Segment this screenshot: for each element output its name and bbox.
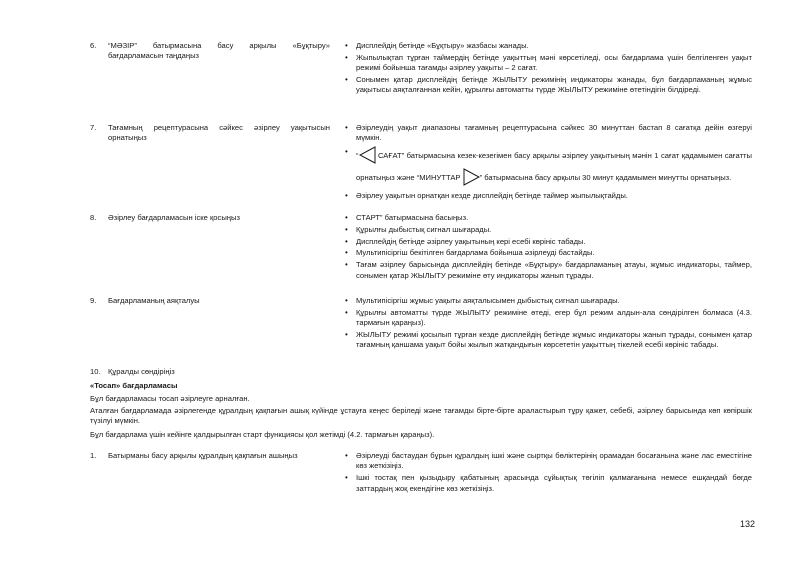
- list-item: [344, 146, 752, 190]
- list-item: • Ішкі тостақ пен қызыдыру қабатының арасында сұйықтық төгіліп қалмағанына немесе ешқандай бөгде заттардың жоқ екендігіне көз жеткізіңіз.: [344, 473, 752, 494]
- section-paragraph: Аталған бағдарламада әзірлегенде құралдың қақпағын ашық күйінде ұстауға кеңес беріледі және тағамды бірте-бірте араластырып тұру қажет, себебі, әзірлеу барысында көп көпіршік түзілуі мүмкін.: [90, 406, 752, 426]
- list-item: • Тағам әзірлеу барысында дисплейдің бетінде «Бұқтыру» бағдарламаның атауы, жұмыс индикаторы, таймер, сонымен қатар ЖЫЛЫТУ режиміне өту индикаторы жанып тұрады.: [344, 260, 752, 281]
- section-paragraph: Бұл бағдарлама үшін кейінге қалдырылған старт функциясы қол жетімді (4.2. тармағын қараңыз).: [90, 430, 435, 439]
- step-6: [90, 41, 752, 97]
- step-details: [344, 451, 752, 495]
- list-item: • Әзірлеудің уақыт диапазоны тағамның рецептурасына сәйкес 30 минуттан бастап 8 сағатқа дейін өзгеруі мүмкін.: [344, 123, 752, 144]
- list-item-text: ” батырмасына басу арқылы 30 минут қадамымен минутты орнатыңыз.: [479, 172, 732, 182]
- step-details: [344, 123, 752, 203]
- step-instruction: Әзірлеу бағдарламасын іске қосыңыз: [108, 213, 240, 222]
- step-details: [344, 41, 752, 97]
- step-number: 6.: [90, 41, 97, 50]
- step-number: 1.: [90, 451, 97, 460]
- list-item: • Әзірлеуді бастаудан бұрын құралдың ішкі және сыртқы бөліктерінің орамадан босағанына және лас еместігіне көз жеткізіңіз.: [344, 451, 752, 472]
- step-instruction: Бағдарламаның аяқталуы: [108, 296, 200, 305]
- section-heading: «Тосап» бағдарламасы: [90, 381, 178, 390]
- list-item: • Құрылғы дыбыстық сигнал шығарады.: [344, 225, 752, 235]
- section-paragraph: Бұл бағдарламасы тосап әзірлеуге арналған.: [90, 394, 250, 403]
- step-number: 10.: [90, 367, 101, 376]
- list-item: • Мультипісіргіш бекітілген бағдарлама бойынша әзірлеуді бастайды.: [344, 248, 752, 258]
- list-item: • ЖЫЛЫТУ режимі қосылып тұрған кезде дисплейдің бетінде жұмыс индикаторы жанып тұрады, сонымен қатар тағамның қаншама уақыт бойы жылып жатқандығын көрсететін уақыттың тікелей есебі көрініс табады.: [344, 330, 752, 351]
- list-item: • Дисплейдің бетінде «Бұқтыру» жазбасы жанады.: [344, 41, 752, 51]
- step-details: [344, 213, 752, 282]
- step-instruction: “МӘЗІР” батырмасына басу арқылы «Бұқтыру» бағдарламасын таңдаңыз: [108, 41, 330, 61]
- list-item: • Мультипісіргіш жұмыс уақыты аяқталысымен дыбыстық сигнал шығарады.: [344, 296, 752, 306]
- list-item-text: “: [356, 150, 359, 160]
- list-item: • Құрылғы автоматты түрде ЖЫЛЫТУ режиміне өтеді, егер бұл режим алдын-ала сөндірілген болмаса (4.3. тармағын қараңыз).: [344, 308, 752, 329]
- list-item: • СТАРТ” батырмасына басыңыз.: [344, 213, 752, 223]
- triangle-right-icon: [463, 168, 480, 190]
- list-item-text: САҒАТ” батырмасына кезек-кезегімен басу арқылы әзірлеу уақытының мәнін 1 сағат қадамымен сағатты орнатыңыз және “МИНУТТАР: [356, 150, 752, 182]
- list-item: • Дисплейдің бетінде әзірлеу уақытының кері есебі көрініс табады.: [344, 237, 752, 247]
- tosap-step-1: [90, 451, 752, 495]
- list-item: • Жыпылықтап тұрған таймердің бетінде уақыттың мәні көрсетіледі, осы бағдарлама үшін белгіленген уақыт режимі бойынша тағамды әзірлеу уақыты – 2 сағат.: [344, 53, 752, 74]
- step-details: [344, 296, 752, 352]
- step-number: 7.: [90, 123, 97, 132]
- step-10: [90, 367, 752, 377]
- step-instruction: Тағамның рецептурасына сәйкес әзірлеу уақытысын орнатыңыз: [108, 123, 330, 143]
- page-number: 132: [740, 519, 756, 529]
- step-8: [90, 213, 752, 282]
- step-9: [90, 296, 752, 352]
- step-number: 8.: [90, 213, 97, 222]
- step-7: [90, 123, 752, 203]
- list-item: • Әзірлеу уақытын орнатқан кезде дисплейдің бетінде таймер жыпылықтайды.: [344, 191, 752, 201]
- step-instruction: Батырманы басу арқылы құралдың қақпағын ашыңыз: [108, 451, 298, 460]
- step-instruction: Құралды сөндіріңіз: [108, 367, 175, 376]
- triangle-left-icon: [359, 146, 376, 168]
- step-number: 9.: [90, 296, 97, 305]
- list-item: • Сонымен қатар дисплейдің бетінде ЖЫЛЫТУ режимінің индикаторы жанады, бұл бағдарламаның жұмыс уақытысы аяқталғаннан кейін, құрылғы автоматты түрде ЖЫЛЫТУ режиміне өтетіндігін білдіреді.: [344, 75, 752, 96]
